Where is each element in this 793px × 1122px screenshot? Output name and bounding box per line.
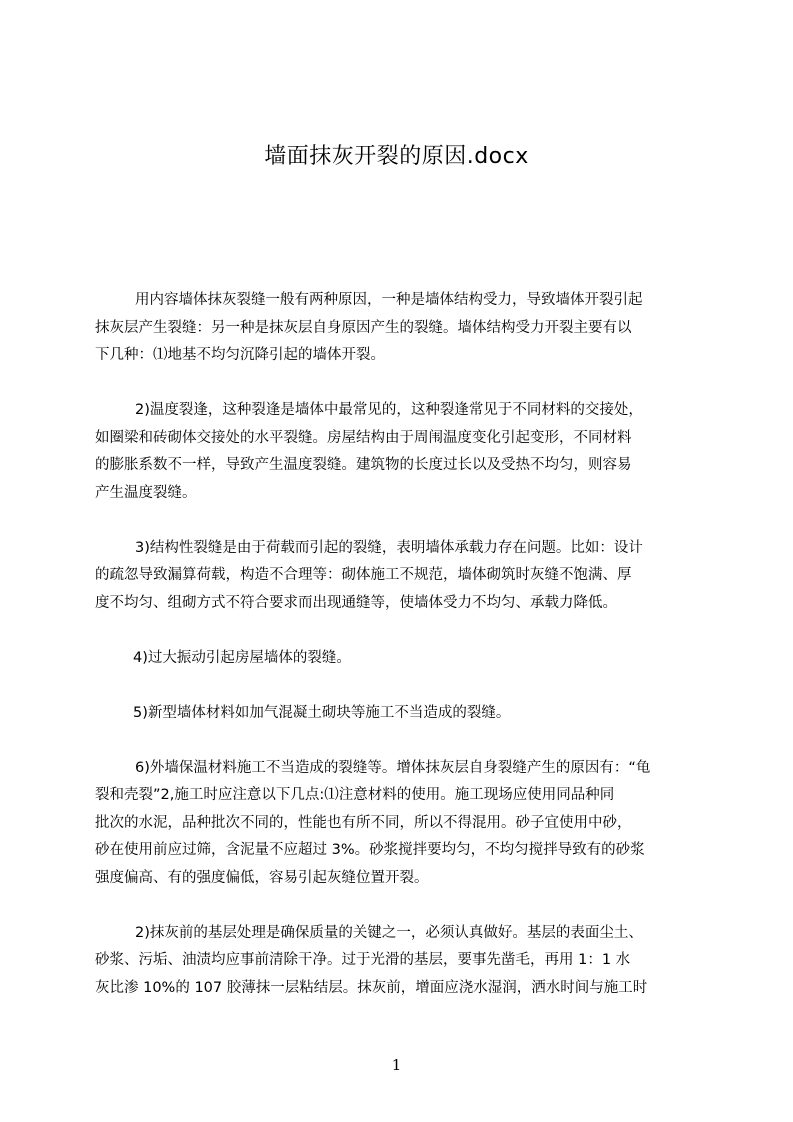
paragraph-5: [95, 700, 715, 728]
paragraph-6: [95, 755, 715, 893]
paragraph-3: [95, 535, 715, 618]
document-body: [95, 287, 715, 1030]
text-line: 的膨胀系数不一样，导致产生温度裂缝。建筑物的长度过长以及受热不均匀，则容易: [95, 457, 632, 473]
text-line: 3)结构性裂缝是由于荷载而引起的裂缝，表明墙体承载力存在问题。比如：设计: [135, 539, 643, 556]
text-line: 产生温度裂缝。: [95, 484, 197, 501]
text-line: 下几种：⑴地基不均匀沉降引起的墙体开裂。: [95, 347, 385, 363]
text-line: 用内容墙体抹灰裂缝一般有两种原因，一种是墙体结构受力，导致墙体开裂引起: [135, 292, 643, 308]
text-line: 2)温度裂逢，这种裂逢是墙体中最常见的，这种裂逢常见于不同材料的交接处，: [135, 402, 643, 418]
text-line: 批次的水泥，品种批次不同的，性能也有所不同，所以不得混用。砂子宜使用中砂，: [95, 814, 632, 831]
text-line: 6)外墙保温材料施工不当造成的裂缝等。增体抹灰层自身裂缝产生的原因有：“龟: [135, 759, 651, 776]
paragraph-2: [95, 397, 715, 507]
text-line: 抹灰层产生裂缝：另一种是抹灰层自身原因产生的裂缝。墙体结构受力开裂主要有以: [95, 319, 632, 336]
text-line: 5)新型墙体材料如加气混凝土砌块等施工不当造成的裂缝。: [133, 704, 511, 721]
text-line: 砂浆、污垢、油渍均应事前清除干净。过于光滑的基层，要事先凿毛，再用 1：1 水: [95, 952, 631, 968]
paragraph-7: [95, 920, 715, 1003]
paragraph-1: [95, 287, 715, 370]
paragraph-4: [95, 645, 715, 673]
text-line: 2)抹灰前的基层处理是确保质量的关键之一，必须认真做好。基层的表面尘土、: [135, 924, 643, 941]
text-line: 砂在使用前应过筛，含泥量不应超过 3%。砂浆搅拌要均匀，不均匀搅拌导致有的砂浆: [95, 842, 645, 858]
text-line: 度不均匀、组砌方式不符合要求而出现通缝等，使墙体受力不均匀、承载力降低。: [95, 594, 617, 611]
text-line: 裂和壳裂”2,施工时应注意以下几点:⑴注意材料的使用。施工现场应使用同品种同: [95, 787, 615, 803]
text-line: 的疏忽导致漏算荷载，构造不合理等：砌体施工不规范，墙体砌筑时灰缝不饱满、厚: [95, 567, 632, 583]
text-line: 强度偏高、有的强度偏低，容易引起灰缝位置开裂。: [95, 869, 429, 886]
text-line: 如圈梁和砖砌体交接处的水平裂缝。房屋结构由于周闱温度变化引起变形，不同材料: [95, 429, 632, 446]
text-line: 4)过大振动引起房屋墙体的裂缝。: [133, 649, 351, 666]
text-line: 灰比渗 10%的 107 胶薄抹一层粘结层。抹灰前，增面应浇水湿润，洒水时间与施工时: [95, 979, 648, 996]
page-number: 1: [391, 1056, 402, 1074]
document-title: 墙面抹灰开裂的原因.docx: [264, 144, 529, 169]
